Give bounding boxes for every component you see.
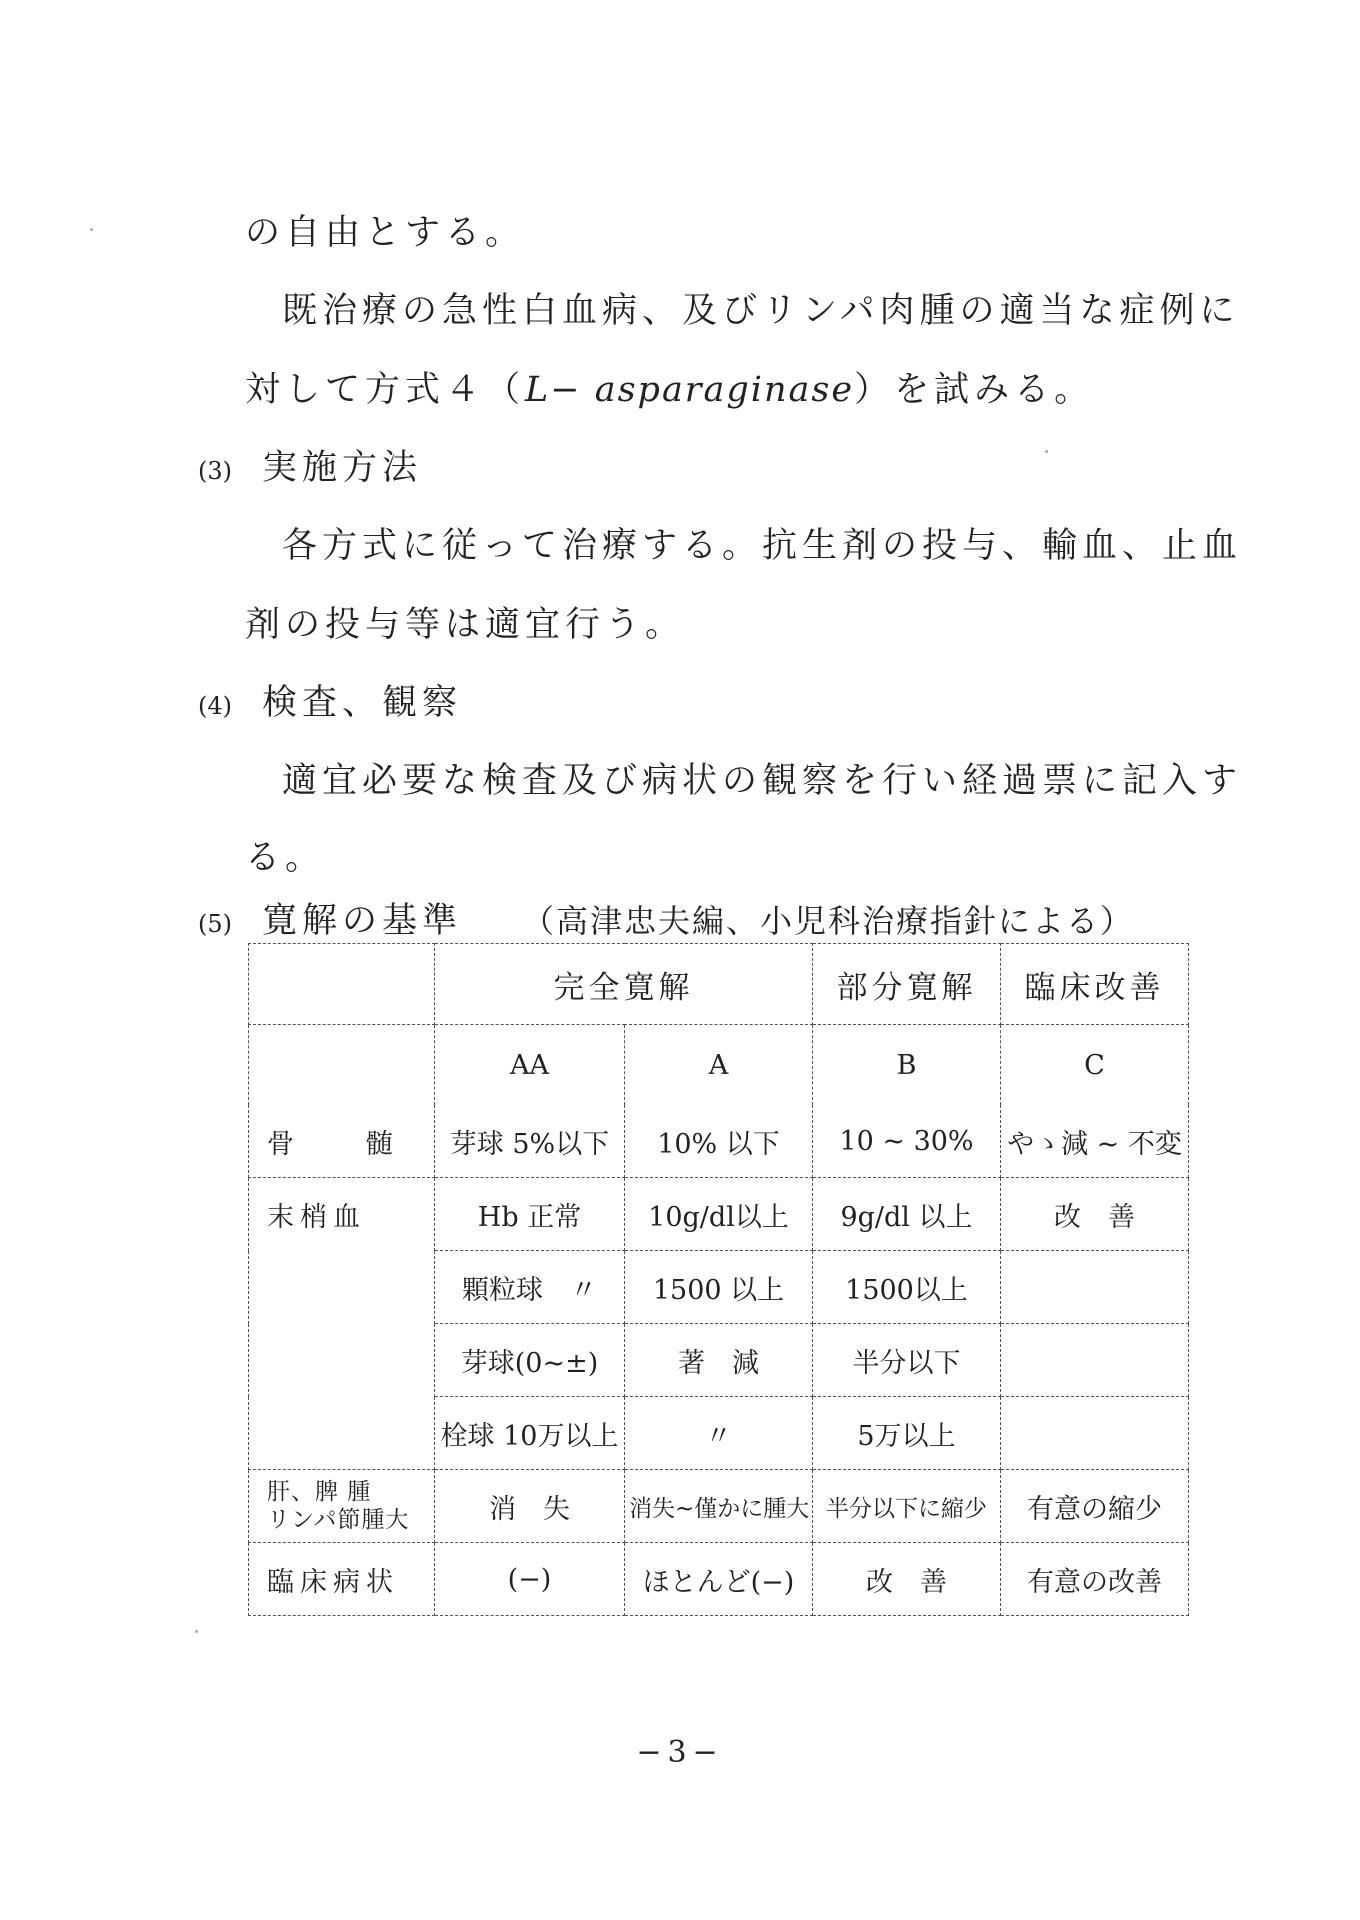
table-cell: 改 善 (813, 1543, 1001, 1616)
row-label-bone-marrow: 骨 髄 (249, 1105, 435, 1178)
grade-row-label (249, 1025, 435, 1106)
section-4-title: 検査、観察 (262, 683, 463, 723)
text-line-3 (245, 362, 1094, 412)
section-4-number: (4) (198, 692, 232, 720)
table-cell: 芽球(0~±) (435, 1324, 625, 1397)
row-label-peripheral-blood: 末梢血 (249, 1178, 435, 1251)
text-line-6: 適宜必要な検査及び病状の観察を行い経過票に記入す (282, 761, 1243, 801)
page-number: −3− (636, 1735, 724, 1770)
text-line-5: 剤の投与等は適宜行う。 (245, 605, 686, 645)
table-cell (1001, 1324, 1189, 1397)
table-cell: 1500以上 (813, 1251, 1001, 1324)
grade-aa: AA (435, 1025, 625, 1106)
table-cell: やゝ減 ~ 不変 (1001, 1105, 1189, 1178)
text-line-4: 各方式に従って治療する。抗生剤の投与、輸血、止血 (282, 526, 1243, 566)
table-row (249, 1251, 1189, 1324)
section-5-heading (198, 893, 1134, 943)
table-cell: 消失~僅かに腫大 (625, 1470, 813, 1543)
table-cell-empty (249, 1251, 435, 1324)
table-row (249, 1397, 1189, 1470)
table-cell: 10g/dl以上 (625, 1178, 813, 1251)
table-header-row (249, 944, 1189, 1025)
scan-speck (90, 228, 93, 231)
table-cell: 半分以下に縮少 (813, 1470, 1001, 1543)
section-5-title: 寛解の基準 (262, 901, 463, 941)
scan-speck (195, 1630, 198, 1633)
grade-c: C (1001, 1025, 1189, 1106)
section-4-heading (198, 675, 462, 725)
grade-row (249, 1025, 1189, 1106)
table-cell-empty (249, 1324, 435, 1397)
table-row (249, 1324, 1189, 1397)
table-cell: 顆粒球 〃 (435, 1251, 625, 1324)
text-line-3-pre: 対して方式４（ (245, 370, 526, 410)
table-cell: 著 減 (625, 1324, 813, 1397)
table-cell (1001, 1397, 1189, 1470)
text-line-3-post: ）を試みる。 (854, 370, 1095, 410)
table-cell: 〃 (625, 1397, 813, 1470)
header-clinical-improvement: 臨床改善 (1001, 944, 1189, 1025)
table-cell: 改 善 (1001, 1178, 1189, 1251)
table-cell: ほとんど(−) (625, 1543, 813, 1616)
scan-speck (1045, 450, 1048, 453)
section-5-source-note: （高津忠夫編、小児科治療指針による） (522, 902, 1135, 940)
table-cell: 有意の改善 (1001, 1543, 1189, 1616)
section-3-heading (198, 440, 422, 490)
table-row (249, 1178, 1189, 1251)
remission-criteria-table (248, 943, 1189, 1616)
table-cell: 9g/dl 以上 (813, 1178, 1001, 1251)
section-5-number: (5) (198, 910, 232, 938)
table-cell: Hb 正常 (435, 1178, 625, 1251)
text-line-1: の自由とする。 (245, 213, 526, 253)
table-cell: 10 ~ 30% (813, 1105, 1001, 1178)
section-3-title: 実施方法 (262, 448, 423, 488)
table-cell: 栓球 10万以上 (435, 1397, 625, 1470)
grade-a: A (625, 1025, 813, 1106)
header-cell-empty (249, 944, 435, 1025)
table-cell: 芽球 5%以下 (435, 1105, 625, 1178)
header-partial-remission: 部分寛解 (813, 944, 1001, 1025)
row-label-liver-spleen-lymph: 肝、脾 腫 リンパ節腫大 (249, 1470, 435, 1543)
text-line-7: る。 (245, 838, 326, 878)
table-cell: 1500 以上 (625, 1251, 813, 1324)
table-cell: 消 失 (435, 1470, 625, 1543)
table-cell: 半分以下 (813, 1324, 1001, 1397)
header-complete-remission: 完全寛解 (435, 944, 813, 1025)
table-cell: 10% 以下 (625, 1105, 813, 1178)
section-3-number: (3) (198, 457, 232, 485)
text-line-2: 既治療の急性白血病、及びリンパ肉腫の適当な症例に (282, 291, 1240, 331)
table-row (249, 1470, 1189, 1543)
table-row (249, 1543, 1189, 1616)
table-cell-empty (249, 1397, 435, 1470)
grade-b: B (813, 1025, 1001, 1106)
table-cell (1001, 1251, 1189, 1324)
table-cell: 有意の縮少 (1001, 1470, 1189, 1543)
table-cell: 5万以上 (813, 1397, 1001, 1470)
drug-name: L− asparaginase (525, 370, 855, 410)
table-row (249, 1105, 1189, 1178)
table-cell: (−) (435, 1543, 625, 1616)
row-label-clinical-symptoms: 臨床病状 (249, 1543, 435, 1616)
